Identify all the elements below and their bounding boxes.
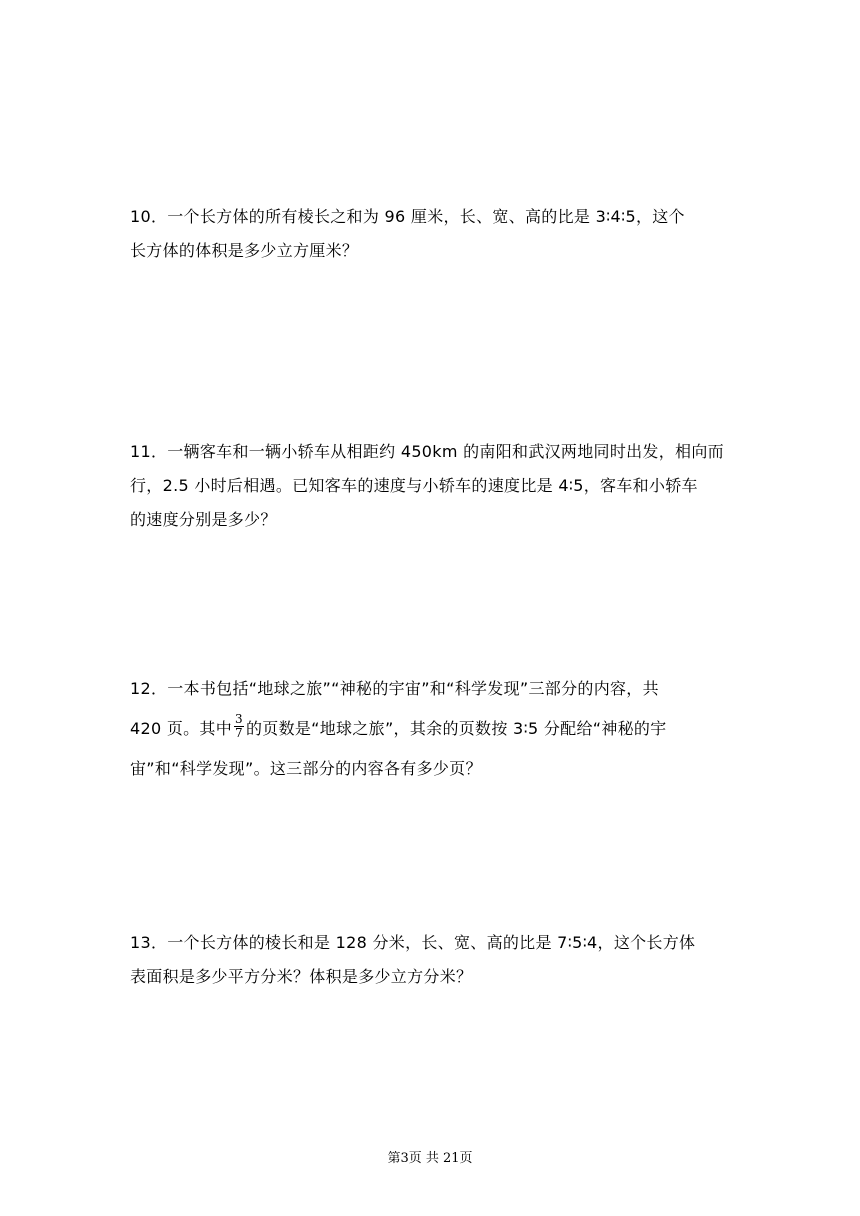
page-footer: 第3页 共 21页 — [387, 1151, 473, 1166]
problem-12-line-2 — [130, 712, 734, 746]
fraction-denominator: 7 — [235, 726, 243, 740]
problem-13 — [130, 926, 734, 994]
problem-10-line-2: 长方体的体积是多少立方厘米？ — [130, 241, 359, 260]
fraction-three-sevenths — [234, 713, 244, 740]
problem-12 — [130, 672, 734, 786]
problem-11-line-3: 的速度分别是多少？ — [130, 510, 277, 529]
fraction-numerator: 3 — [235, 712, 243, 726]
problem-10 — [130, 200, 734, 268]
problem-11-line-2: 行，2.5 小时后相遇。已知客车的速度与小轿车的速度比是 4∶5，客车和小轿车 — [130, 476, 698, 495]
problem-12-line-2-suffix: 的页数是“地球之旅”，其余的页数按 3∶5 分配给“神秘的宇 — [245, 719, 667, 738]
problem-13-line-1: 13．一个长方体的棱长和是 128 分米，长、宽、高的比是 7∶5∶4，这个长方体 — [130, 933, 696, 952]
problem-11 — [130, 435, 734, 537]
problem-12-line-1: 12．一本书包括“地球之旅”“神秘的宇宙”和“科学发现”三部分的内容，共 — [130, 679, 659, 698]
problem-10-line-1: 10．一个长方体的所有棱长之和为 96 厘米，长、宽、高的比是 3∶4∶5，这个 — [130, 207, 685, 226]
problem-13-line-2: 表面积是多少平方分米？体积是多少立方分米？ — [130, 967, 473, 986]
problem-11-line-1: 11．一辆客车和一辆小轿车从相距约 450km 的南阳和武汉两地同时出发，相向而 — [130, 442, 724, 461]
problem-12-line-3: 宙”和“科学发现”。这三部分的内容各有多少页？ — [130, 759, 482, 778]
problem-12-line-2-prefix: 420 页。其中 — [130, 719, 233, 738]
